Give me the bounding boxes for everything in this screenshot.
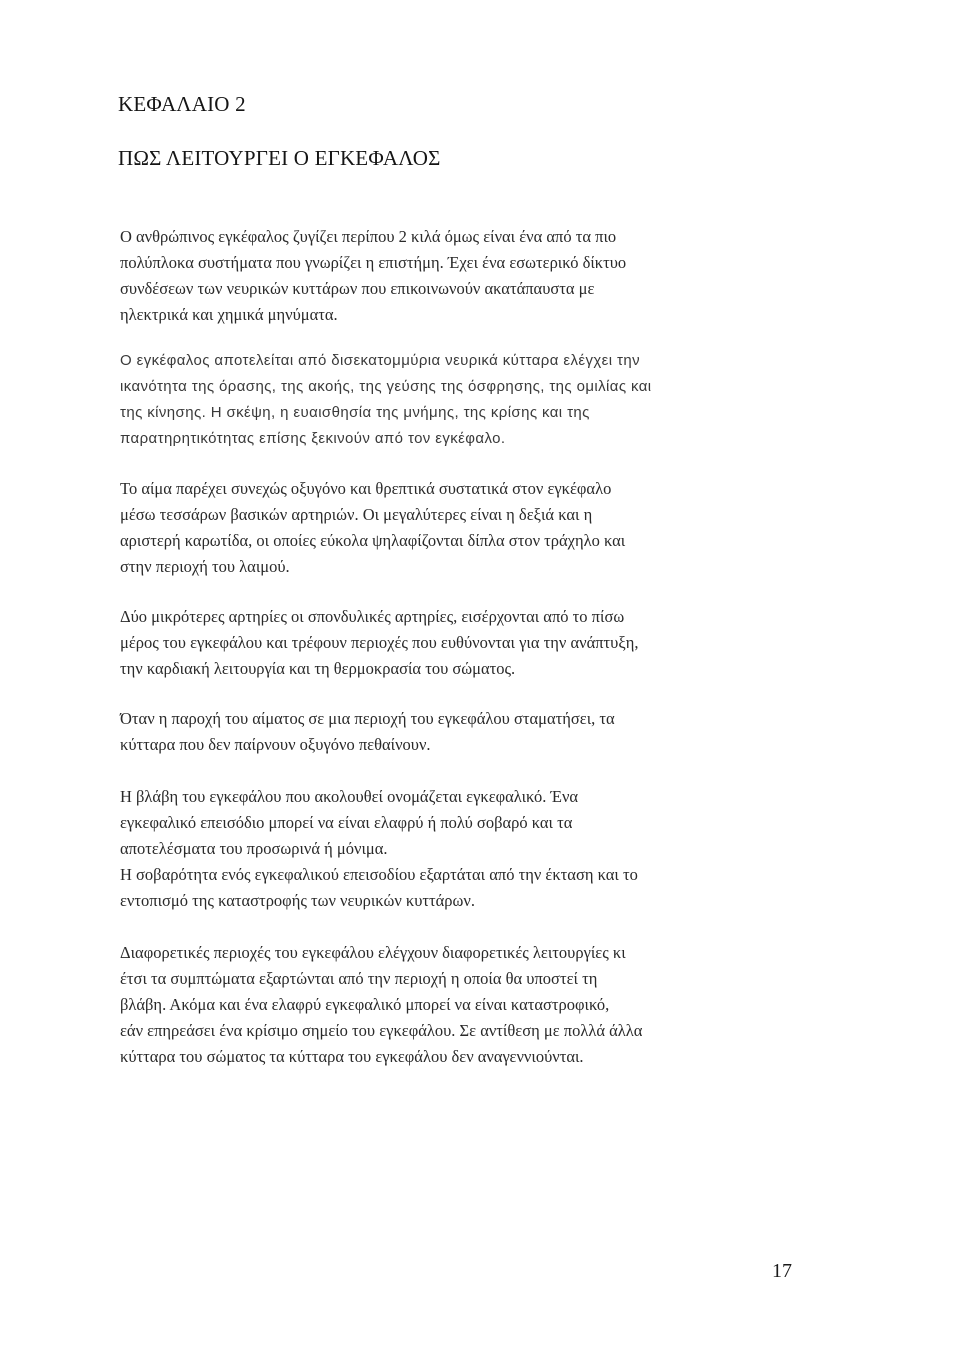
paragraph-blood-supply xyxy=(120,476,796,580)
paragraph-line: Ο εγκέφαλος αποτελείται από δισεκατομμύρια νευρικά κύτταρα ελέγχει την xyxy=(120,352,640,369)
paragraph-line: εάν επηρεάσει ένα κρίσιμο σημείο του εγκεφάλου. Σε αντίθεση με πολλά άλλα xyxy=(120,1021,643,1040)
page-number: 17 xyxy=(772,1260,792,1282)
paragraph-line: κύτταρα που δεν παίρνουν οξυγόνο πεθαίνουν. xyxy=(120,735,431,754)
paragraph-line: ικανότητα της όρασης, της ακοής, της γεύσης της όσφρησης, της ομιλίας και xyxy=(120,378,652,395)
paragraph-line: αριστερή καρωτίδα, οι οποίες εύκολα ψηλαφίζονται δίπλα στον τράχηλο και xyxy=(120,531,626,550)
paragraph-line: στην περιοχή του λαιμού. xyxy=(120,557,290,576)
paragraph-line: Διαφορετικές περιοχές του εγκεφάλου ελέγχουν διαφορετικές λειτουργίες κι xyxy=(120,943,626,962)
paragraph-line: την καρδιακή λειτουργία και τη θερμοκρασία του σώματος. xyxy=(120,659,516,678)
paragraph-line: εντοπισμό της καταστροφής των νευρικών κυττάρων. xyxy=(120,891,475,910)
paragraph-line: Η σοβαρότητα ενός εγκεφαλικού επεισοδίου εξαρτάται από την έκταση και το xyxy=(120,865,638,884)
paragraph-line: της κίνησης. Η σκέψη, η ευαισθησία της μνήμης, της κρίσης και της xyxy=(120,404,590,421)
paragraph-line: Η βλάβη του εγκεφάλου που ακολουθεί ονομάζεται εγκεφαλικό. Ένα xyxy=(120,787,579,806)
paragraph-line: βλάβη. Ακόμα και ένα ελαφρύ εγκεφαλικό μπορεί να είναι καταστροφικό, xyxy=(120,995,610,1014)
paragraph-brain-regions xyxy=(120,940,796,1070)
paragraph-line: πολύπλοκα συστήματα που γνωρίζει η επιστήμη. Έχει ένα εσωτερικό δίκτυο xyxy=(120,253,627,272)
paragraph-line: αποτελέσματα του προσωρινά ή μόνιμα. xyxy=(120,839,388,858)
paragraph-vertebral-arteries xyxy=(120,604,796,682)
paragraph-line: συνδέσεων των νευρικών κυττάρων που επικοινωνούν ακατάπαυστα με xyxy=(120,279,595,298)
chapter-label: ΚΕΦΑΛΑΙΟ 2 xyxy=(118,92,246,116)
paragraph-line: Το αίμα παρέχει συνεχώς οξυγόνο και θρεπτικά συστατικά στον εγκέφαλο xyxy=(120,479,612,498)
paragraph-brain-overview xyxy=(120,224,796,328)
paragraph-line: παρατηρητικότητας επίσης ξεκινούν από τον εγκέφαλο. xyxy=(120,430,506,447)
paragraph-blood-stop xyxy=(120,706,796,758)
chapter-title: ΠΩΣ ΛΕΙΤΟΥΡΓΕΙ Ο ΕΓΚΕΦΑΛΟΣ xyxy=(118,146,441,170)
paragraph-line: μέρος του εγκεφάλου και τρέφουν περιοχές που ευθύνονται για την ανάπτυξη, xyxy=(120,633,639,652)
paragraph-line: μέσω τεσσάρων βασικών αρτηριών. Οι μεγαλύτερες είναι η δεξιά και η xyxy=(120,505,593,524)
paragraph-line: Ο ανθρώπινος εγκέφαλος ζυγίζει περίπου 2 κιλά όμως είναι ένα από τα πιο xyxy=(120,227,617,246)
paragraph-line: εγκεφαλικό επεισόδιο μπορεί να είναι ελαφρύ ή πολύ σοβαρό και τα xyxy=(120,813,573,832)
paragraph-stroke-damage xyxy=(120,784,796,914)
paragraph-line: κύτταρα του σώματος τα κύτταρα του εγκεφάλου δεν αναγεννιούνται. xyxy=(120,1047,584,1066)
paragraph-brain-functions xyxy=(120,348,796,452)
paragraph-line: Όταν η παροχή του αίματος σε μια περιοχή του εγκεφάλου σταματήσει, τα xyxy=(120,709,615,728)
paragraph-line: Δύο μικρότερες αρτηρίες οι σπονδυλικές αρτηρίες, εισέρχονται από το πίσω xyxy=(120,607,625,626)
paragraph-line: έτσι τα συμπτώματα εξαρτώνται από την περιοχή η οποία θα υποστεί τη xyxy=(120,969,598,988)
paragraph-line: ηλεκτρικά και χημικά μηνύματα. xyxy=(120,305,338,324)
